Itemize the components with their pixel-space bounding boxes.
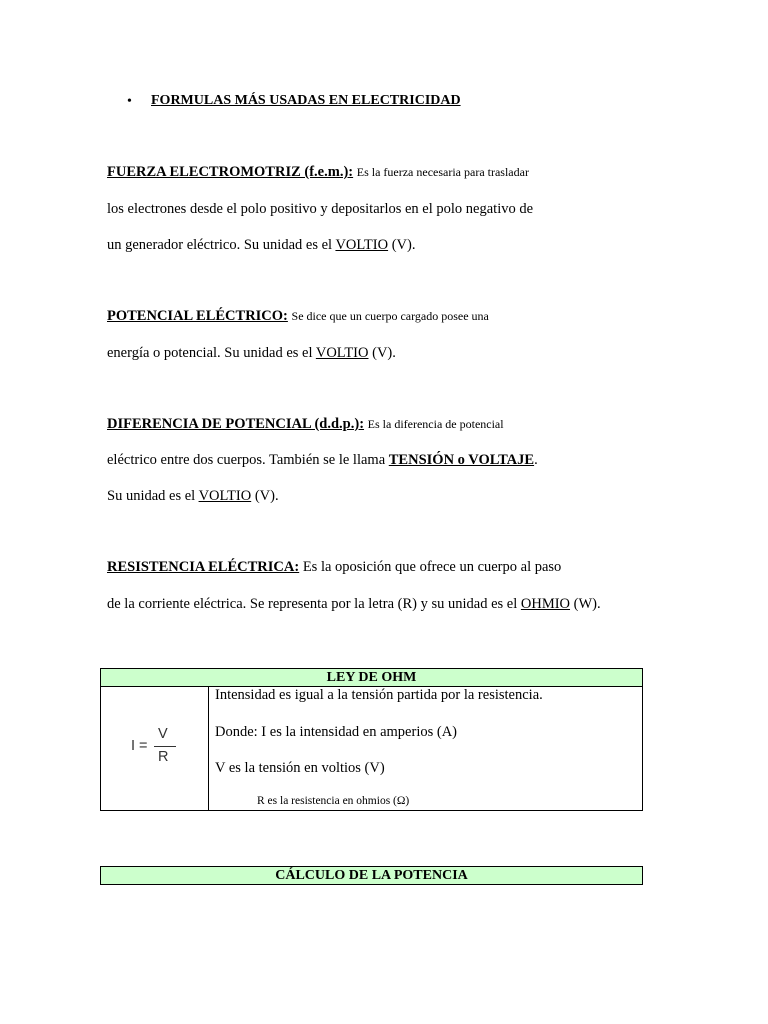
ohm-desc-2: Donde: I es la intensidad en amperios (A) — [215, 724, 457, 740]
resistencia-unit-pre: de la corriente eléctrica. Se representa por la letra (R) y su unidad es el — [107, 596, 521, 612]
ddp-line-1 — [107, 416, 504, 433]
ddp-line-3 — [107, 488, 279, 505]
resistencia-unit-post: (W). — [570, 596, 601, 612]
fem-unit: VOLTIO — [335, 237, 389, 253]
fem-line-3 — [107, 237, 415, 254]
fem-line-2: los electrones desde el polo positivo y depositarlos en el polo negativo de — [107, 201, 534, 217]
fem-line-1 — [107, 164, 529, 181]
formula-denominator: R — [158, 749, 169, 765]
ohm-law-table — [100, 668, 643, 811]
potencial-unit-pre: energía o potencial. Su unidad es el — [107, 345, 316, 361]
fem-unit-pre: un generador eléctrico. Su unidad es el — [107, 237, 336, 253]
potencial-line-2 — [107, 345, 396, 362]
resistencia-term: RESISTENCIA ELÉCTRICA: — [107, 559, 300, 575]
ddp-emph: TENSIÓN o VOLTAJE — [388, 452, 535, 468]
ddp-line-2 — [107, 452, 538, 469]
potencial-def-1: Se dice que un cuerpo cargado posee una — [291, 309, 489, 323]
ohm-description-cell — [209, 687, 643, 811]
ohm-desc-4: R es la resistencia en ohmios (Ω) — [257, 795, 410, 807]
ohm-desc-1: Intensidad es igual a la tensión partida por la resistencia. — [215, 687, 543, 703]
ddp-term: DIFERENCIA DE POTENCIAL (d.d.p.): — [107, 416, 365, 432]
section-heading: FORMULAS MÁS USADAS EN ELECTRICIDAD — [151, 93, 461, 108]
ddp-unit-post: (V). — [251, 488, 279, 504]
potencial-line-1 — [107, 308, 489, 325]
fem-def-1: Es la fuerza necesaria para trasladar — [356, 165, 529, 179]
ddp-unit: VOLTIO — [198, 488, 252, 504]
fem-term: FUERZA ELECTROMOTRIZ (f.e.m.): — [107, 164, 354, 180]
bullet-glyph: • — [127, 94, 132, 109]
ddp-unit-pre: Su unidad es el — [107, 488, 199, 504]
ohm-desc-3: V es la tensión en voltios (V) — [215, 760, 385, 776]
resistencia-def-1: Es la oposición que ofrece un cuerpo al paso — [299, 559, 562, 575]
potencia-title: CÁLCULO DE LA POTENCIA — [101, 867, 643, 885]
resistencia-unit: OHMIO — [520, 596, 571, 612]
formula-numerator: V — [158, 726, 168, 742]
potencial-unit-post: (V). — [368, 345, 396, 361]
fraction-bar — [154, 746, 176, 747]
ohm-formula-cell — [101, 687, 209, 811]
resistencia-line-1 — [107, 559, 561, 576]
ddp-emph-pre: eléctrico entre dos cuerpos. También se le llama — [107, 452, 389, 468]
ohm-law-title: LEY DE OHM — [101, 669, 643, 687]
ddp-def-1: Es la diferencia de potencial — [367, 417, 504, 431]
potencia-table — [100, 866, 643, 885]
potencial-unit: VOLTIO — [315, 345, 369, 361]
ddp-emph-post: . — [534, 452, 538, 468]
resistencia-line-2 — [107, 596, 601, 613]
fem-unit-post: (V). — [388, 237, 416, 253]
formula-lhs: I = — [131, 738, 148, 754]
potencial-term: POTENCIAL ELÉCTRICO: — [107, 308, 288, 324]
